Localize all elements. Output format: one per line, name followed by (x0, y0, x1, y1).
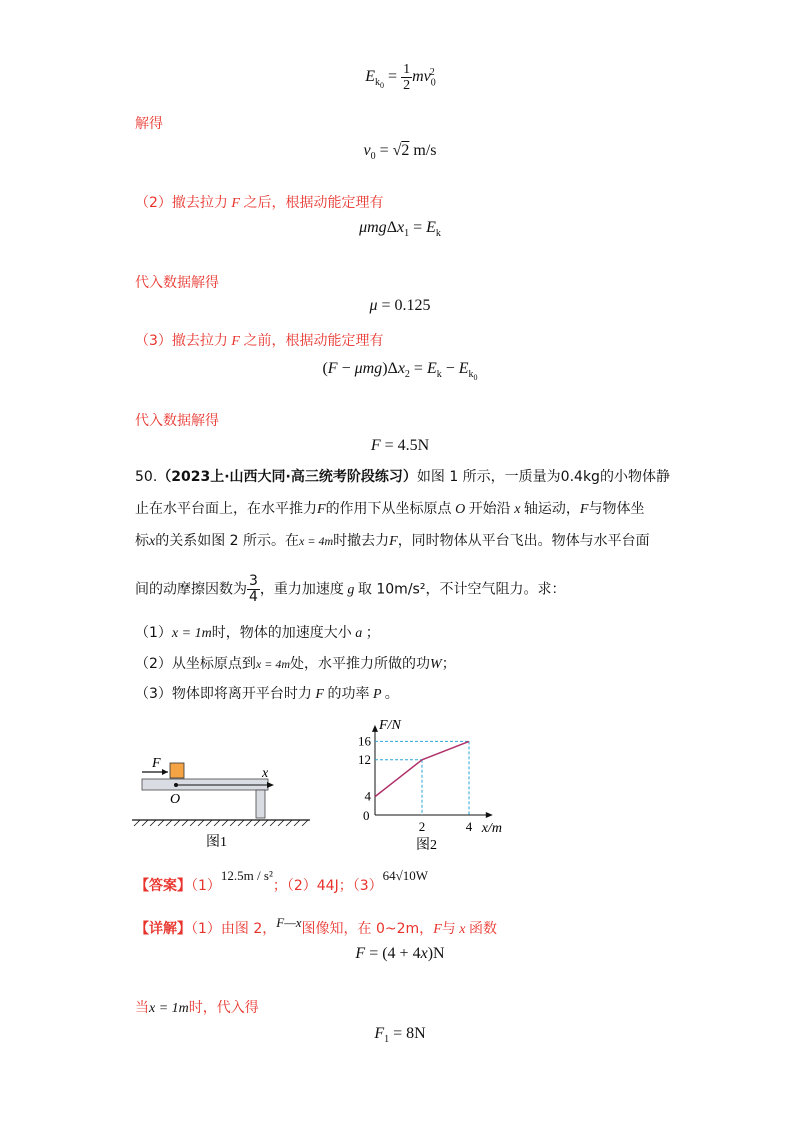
force-arrow-head (162, 769, 168, 775)
equation-ek0: $E_{k_0}$ = $\frac{1}{2}$ $mv_0^2$ (365, 62, 436, 93)
origin-label: O (170, 792, 181, 807)
problem-line-2: 止在水平台面上，在水平推力F的作用下从坐标原点 O 开始沿 x 轴运动，F与物体坐 (135, 501, 645, 517)
substitute-label-2: 代入数据解得 (135, 413, 219, 429)
force-label: F (152, 756, 161, 771)
chart-xlabel: x/m (481, 821, 503, 836)
y-tick-16: 16 (358, 733, 371, 749)
platform-leg (256, 790, 265, 818)
data-segment-0 (375, 760, 422, 797)
figure-1-diagram (130, 740, 320, 860)
part2-heading: （2）撤去拉力 F 之后，根据动能定理有 (135, 195, 384, 211)
x-tick-2: 2 (418, 819, 426, 834)
equation-f-function: F = (4 + 4x)N (355, 945, 445, 962)
answer-3-value: 64√10W (382, 868, 429, 883)
equation-f-result: F = 4.5N (370, 437, 430, 454)
solve-label: 解得 (135, 116, 163, 132)
x-axis-label: x (262, 766, 269, 781)
question-3: （3）物体即将离开平台时力 F 的功率 P 。 (135, 686, 399, 702)
chart-ylabel: F/N (379, 717, 401, 733)
chart-y-axis-arrow (372, 725, 378, 732)
when-line: 当x = 1m时，代入得 (135, 1000, 259, 1016)
chart-caption: 图2 (416, 838, 437, 852)
y-tick-4: 4 (364, 788, 371, 804)
block (170, 763, 184, 778)
figure-1-caption: 图1 (206, 835, 227, 850)
ground-hatching (134, 820, 308, 826)
chart-x-axis-arrow (486, 812, 493, 818)
chart-origin-tick: 0 (363, 808, 370, 823)
answer-line: 【答案】（1）12.5m / s²；（2）44J；（3）64√10W (135, 868, 429, 894)
equation-f1: $F_1 = 8N$ (374, 1025, 426, 1046)
x-axis-arrow (267, 782, 274, 788)
part3-heading: （3）撤去拉力 F 之前，根据动能定理有 (135, 333, 384, 349)
problem-line-4: 间的动摩擦因数为 $\frac{3}{4}$ ，重力加速度 g 取 10m/s²，不计空气阻力。求： (135, 573, 566, 605)
answer-tag: 【答案】 (135, 878, 191, 894)
question-1: （1）x = 1m时，物体的加速度大小 a ； (135, 625, 380, 641)
origin-point (174, 783, 178, 787)
substitute-label-1: 代入数据解得 (135, 275, 219, 291)
equation-mu: μ = 0.125 (369, 297, 431, 314)
figure-2-chart (345, 712, 520, 852)
equation-work-energy-before: $(F - \mu mg)\Delta x_2 = E_k - E_{k_0}$ (322, 360, 478, 383)
answer-1-value: 12.5m / s² (220, 868, 273, 883)
equation-work-energy-after: $\mu mg\Delta x_1 = E_k$ (359, 219, 441, 240)
y-tick-12: 12 (358, 751, 371, 767)
problem-line-3: 标x的关系如图 2 所示。在x = 4m时撤去力F，同时物体从平台飞出。物体与水平台面 (135, 533, 650, 549)
problem-line-1: 50.（2023上·山西大同·高三统考阶段练习）如图 1 所示，一质量为0.4kg的小物体静 (135, 469, 670, 485)
question-2: （2）从坐标原点到x = 4m处，水平推力所做的功W； (135, 656, 456, 672)
equation-v0: $v_0 = √2$ m/s (363, 142, 437, 163)
x-tick-4: 4 (465, 819, 473, 834)
detail-line: 【详解】（1）由图 2，F—x图像知，在 0~2m，F与 x 函数 (135, 915, 497, 937)
data-segment-1 (422, 741, 469, 759)
